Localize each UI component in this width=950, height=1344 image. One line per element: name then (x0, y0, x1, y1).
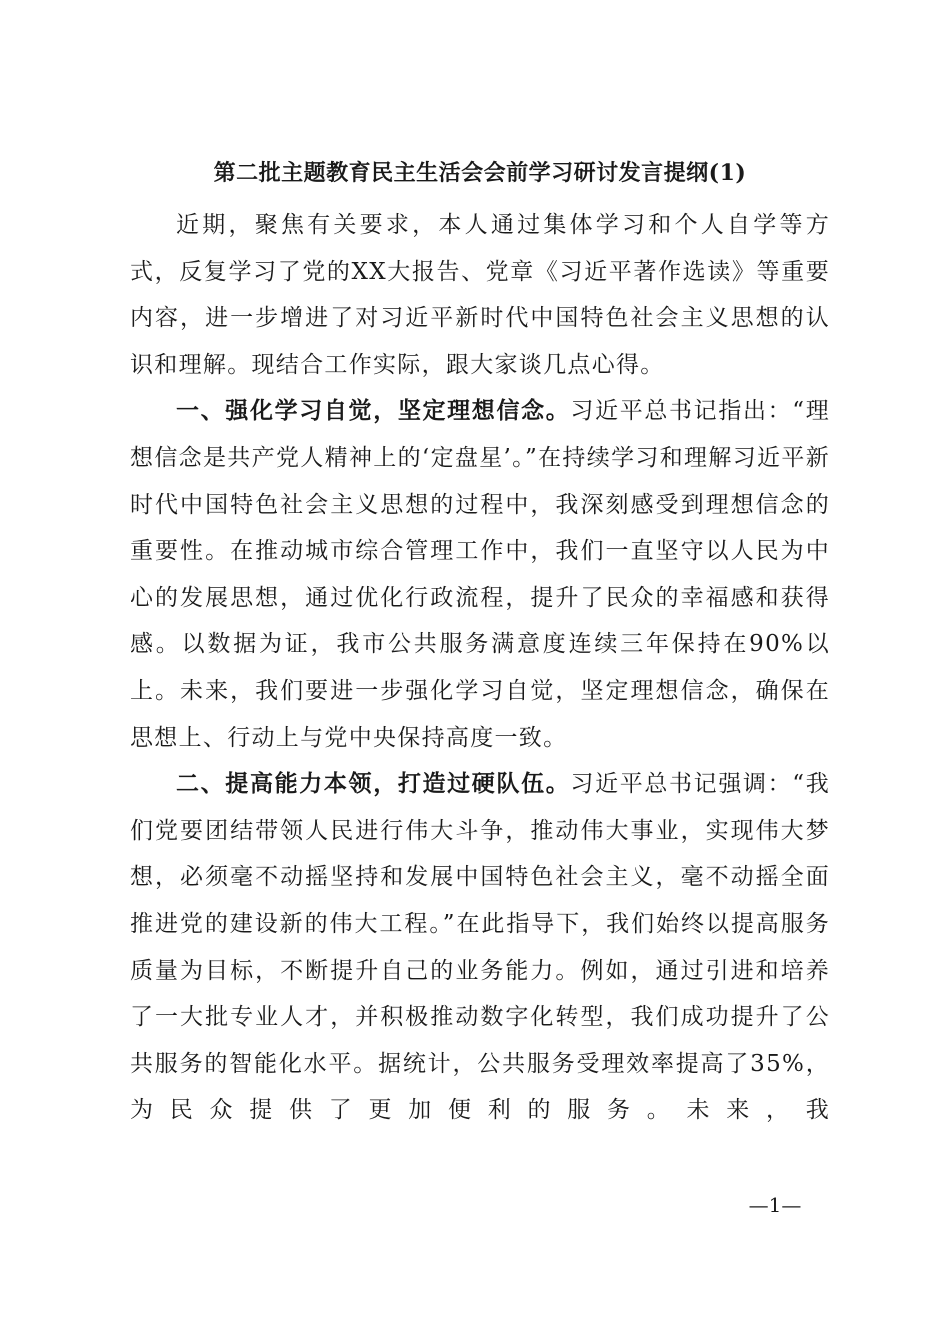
intro-paragraph (130, 202, 830, 388)
section-one-text: 习近平总书记指出：“理想信念是共产党人精神上的‘定盘星’。”在持续学习和理解习近平新时代中国特色社会主义思想的过程中，我深刻感受到理想信念的重要性。在推动城市综合管理工作中，我们一直坚守以人民为中心的发展思想，通过优化行政流程，提升了民众的幸福感和获得感。以数据为证，我市公共服务满意度连续三年保持在90%以上。未来，我们要进一步强化学习自觉，坚定理想信念，确保在思想上、行动上与党中央保持高度一致。 (130, 398, 830, 751)
section-two-text: 习近平总书记强调：“我们党要团结带领人民进行伟大斗争，推动伟大事业，实现伟大梦想，必须毫不动摇坚持和发展中国特色社会主义，毫不动摇全面推进党的建设新的伟大工程。”在此指导下，我们始终以提高服务质量为目标，不断提升自己的业务能力。例如，通过引进和培养了一大批专业人才，并积极推动数字化转型，我们成功提升了公共服务的智能化水平。据统计，公共服务受理效率提高了35%，为民众提供了更加便利的服务。未来，我 (130, 771, 830, 1124)
document-body (130, 202, 830, 1134)
paragraph-text: 近期，聚焦有关要求，本人通过集体学习和个人自学等方式，反复学习了党的XX大报告、党章《习近平著作选读》等重要内容，进一步增进了对习近平新时代中国特色社会主义思想的认识和理解。现结合工作实际，跟大家谈几点心得。 (130, 212, 830, 378)
section-one-heading: 一、强化学习自觉，坚定理想信念。 (176, 398, 571, 425)
document-title: 第二批主题教育民主生活会会前学习研讨发言提纲(1) (213, 160, 747, 186)
section-two-heading: 二、提高能力本领，打造过硬队伍。 (176, 771, 571, 798)
section-one-paragraph (130, 388, 830, 761)
section-two-paragraph (130, 761, 830, 1134)
page-number: —1— (748, 1193, 802, 1217)
